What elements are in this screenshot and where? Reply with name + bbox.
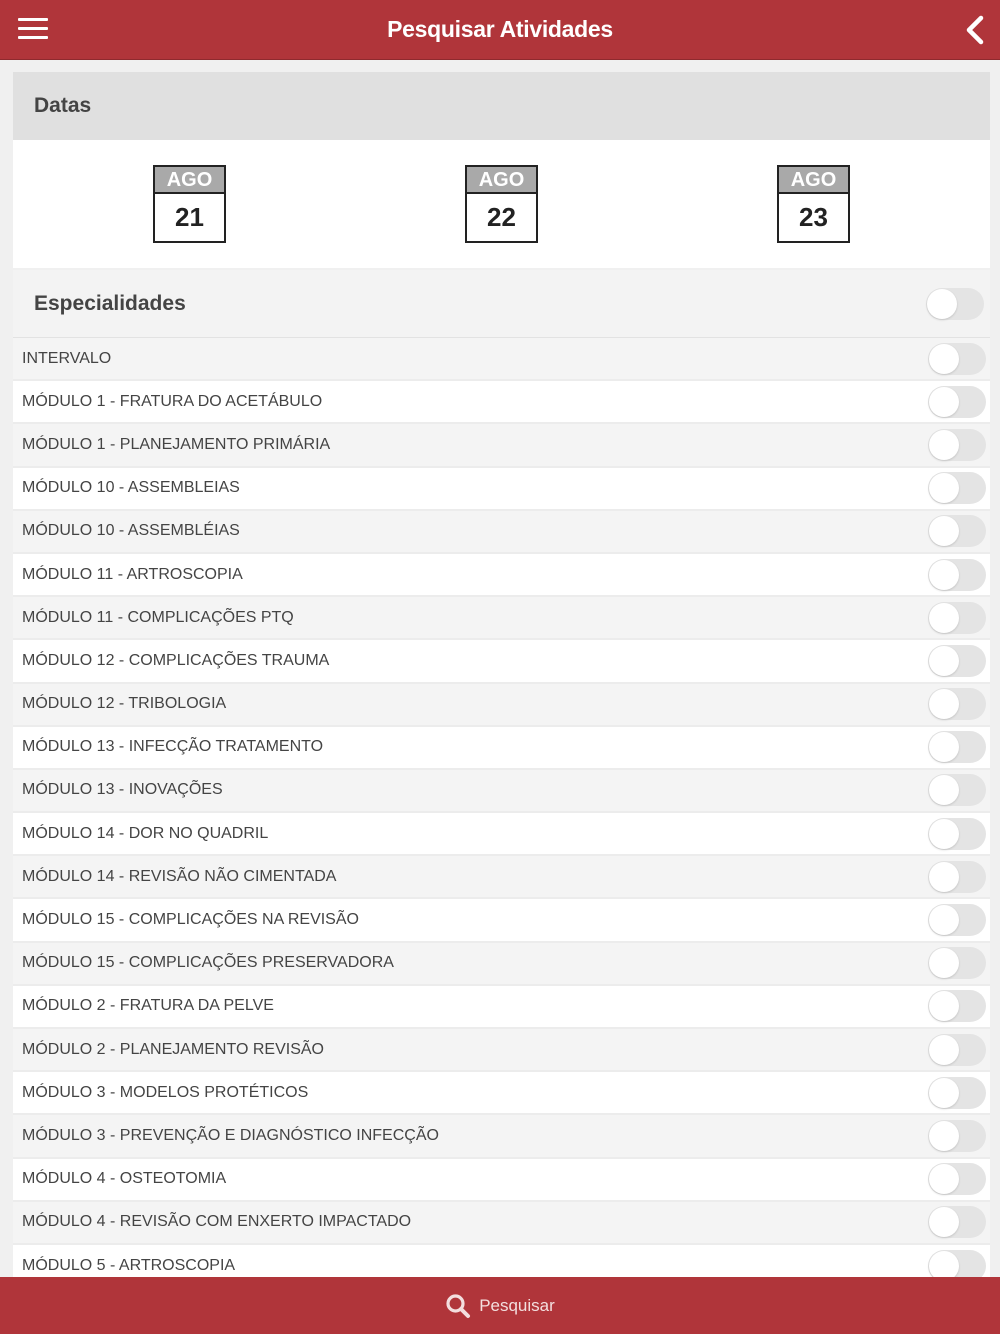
specialty-toggle[interactable]	[928, 1120, 986, 1152]
toggle-knob	[929, 1251, 959, 1277]
specialty-row	[13, 338, 990, 381]
specialty-row	[13, 770, 990, 813]
specialty-label: MÓDULO 1 - PLANEJAMENTO PRIMÁRIA	[22, 435, 331, 453]
specialty-label: MÓDULO 13 - INOVAÇÕES	[22, 781, 223, 799]
toggle-knob	[929, 1035, 959, 1065]
specialty-toggle[interactable]	[928, 904, 986, 936]
specialty-label: MÓDULO 3 - MODELOS PROTÉTICOS	[22, 1083, 309, 1101]
specialty-row	[13, 511, 990, 554]
specialty-toggle[interactable]	[928, 818, 986, 850]
toggle-knob	[927, 289, 957, 319]
specialty-label: MÓDULO 13 - INFECÇÃO TRATAMENTO	[22, 738, 324, 756]
specialty-row	[13, 986, 990, 1029]
specialty-toggle[interactable]	[928, 990, 986, 1022]
date-chip-23[interactable]	[777, 165, 850, 243]
specialty-toggle[interactable]	[928, 1250, 986, 1277]
specialty-label: MÓDULO 10 - ASSEMBLÉIAS	[22, 522, 240, 540]
date-month: AGO	[155, 167, 224, 194]
specialty-row	[13, 1115, 990, 1158]
specialty-row	[13, 1159, 990, 1202]
toggle-knob	[929, 430, 959, 460]
specialty-toggle[interactable]	[928, 429, 986, 461]
specialty-label: MÓDULO 14 - DOR NO QUADRIL	[22, 824, 269, 842]
specialty-toggle[interactable]	[928, 472, 986, 504]
search-icon	[445, 1293, 471, 1319]
toggle-all-specialties[interactable]	[926, 288, 984, 320]
chevron-left-icon[interactable]	[960, 12, 990, 48]
specialty-toggle[interactable]	[928, 774, 986, 806]
specialties-title: Especialidades	[34, 291, 186, 315]
toggle-knob	[929, 819, 959, 849]
specialty-label: MÓDULO 4 - REVISÃO COM ENXERTO IMPACTADO	[22, 1213, 412, 1231]
toggle-knob	[929, 646, 959, 676]
toggle-knob	[929, 560, 959, 590]
toggle-knob	[929, 991, 959, 1021]
specialty-label: MÓDULO 1 - FRATURA DO ACETÁBULO	[22, 392, 323, 410]
specialty-row	[13, 424, 990, 467]
specialty-label: MÓDULO 15 - COMPLICAÇÕES PRESERVADORA	[22, 954, 394, 972]
toggle-knob	[929, 689, 959, 719]
content-area[interactable]	[0, 60, 1000, 1277]
date-month: AGO	[467, 167, 536, 194]
specialty-row	[13, 468, 990, 511]
toggle-knob	[929, 387, 959, 417]
toggle-knob	[929, 905, 959, 935]
dates-section	[13, 72, 990, 268]
specialty-row	[13, 640, 990, 683]
specialty-toggle[interactable]	[928, 602, 986, 634]
specialty-toggle[interactable]	[928, 645, 986, 677]
specialty-row	[13, 684, 990, 727]
specialty-label: MÓDULO 11 - COMPLICAÇÕES PTQ	[22, 608, 294, 626]
toggle-knob	[929, 603, 959, 633]
toggle-knob	[929, 473, 959, 503]
search-button-label: Pesquisar	[479, 1295, 555, 1315]
toggle-knob	[929, 1207, 959, 1237]
specialties-list	[13, 338, 990, 1277]
specialty-label: MÓDULO 3 - PREVENÇÃO E DIAGNÓSTICO INFECÇÃO	[22, 1126, 439, 1144]
specialty-label: MÓDULO 2 - FRATURA DA PELVE	[22, 997, 274, 1015]
dates-row	[13, 140, 990, 268]
specialty-toggle[interactable]	[928, 1034, 986, 1066]
date-day: 23	[799, 202, 828, 232]
specialty-row	[13, 597, 990, 640]
page-title: Pesquisar Atividades	[387, 16, 613, 42]
toggle-knob	[929, 1164, 959, 1194]
toggle-knob	[929, 1121, 959, 1151]
hamburger-icon[interactable]	[18, 18, 48, 42]
specialty-toggle[interactable]	[928, 1163, 986, 1195]
specialty-label: INTERVALO	[22, 349, 112, 367]
specialty-row	[13, 943, 990, 986]
specialty-toggle[interactable]	[928, 343, 986, 375]
specialty-toggle[interactable]	[928, 861, 986, 893]
specialty-row	[13, 1245, 990, 1277]
specialty-toggle[interactable]	[928, 947, 986, 979]
toggle-knob	[929, 516, 959, 546]
specialty-label: MÓDULO 11 - ARTROSCOPIA	[22, 565, 243, 583]
specialty-label: MÓDULO 10 - ASSEMBLEIAS	[22, 479, 240, 497]
specialty-row	[13, 899, 990, 942]
date-day: 21	[175, 202, 204, 232]
toggle-knob	[929, 732, 959, 762]
specialty-row	[13, 856, 990, 899]
specialty-toggle[interactable]	[928, 386, 986, 418]
specialty-toggle[interactable]	[928, 1077, 986, 1109]
specialty-row	[13, 1029, 990, 1072]
specialty-row	[13, 1072, 990, 1115]
specialty-row	[13, 381, 990, 424]
app-header	[0, 0, 1000, 60]
specialty-row	[13, 1202, 990, 1245]
specialty-row	[13, 727, 990, 770]
date-month: AGO	[779, 167, 848, 194]
dates-title: Datas	[13, 72, 990, 140]
specialty-label: MÓDULO 5 - ARTROSCOPIA	[22, 1256, 236, 1274]
toggle-knob	[929, 1078, 959, 1108]
date-chip-22[interactable]	[465, 165, 538, 243]
specialty-toggle[interactable]	[928, 688, 986, 720]
toggle-knob	[929, 344, 959, 374]
specialty-toggle[interactable]	[928, 1206, 986, 1238]
specialty-label: MÓDULO 14 - REVISÃO NÃO CIMENTADA	[22, 867, 337, 885]
specialty-toggle[interactable]	[928, 731, 986, 763]
specialty-toggle[interactable]	[928, 559, 986, 591]
date-chip-21[interactable]	[153, 165, 226, 243]
specialty-label: MÓDULO 2 - PLANEJAMENTO REVISÃO	[22, 1040, 324, 1058]
specialties-header	[13, 270, 990, 338]
search-button[interactable]	[0, 1277, 1000, 1334]
specialty-label: MÓDULO 12 - COMPLICAÇÕES TRAUMA	[22, 651, 330, 669]
specialty-label: MÓDULO 15 - COMPLICAÇÕES NA REVISÃO	[22, 911, 359, 929]
specialty-row	[13, 813, 990, 856]
toggle-knob	[929, 948, 959, 978]
toggle-knob	[929, 862, 959, 892]
specialties-section	[13, 270, 990, 1277]
toggle-knob	[929, 775, 959, 805]
specialty-row	[13, 554, 990, 597]
specialty-toggle[interactable]	[928, 515, 986, 547]
date-day: 22	[487, 202, 516, 232]
specialty-label: MÓDULO 12 - TRIBOLOGIA	[22, 695, 227, 713]
specialty-label: MÓDULO 4 - OSTEOTOMIA	[22, 1170, 227, 1188]
